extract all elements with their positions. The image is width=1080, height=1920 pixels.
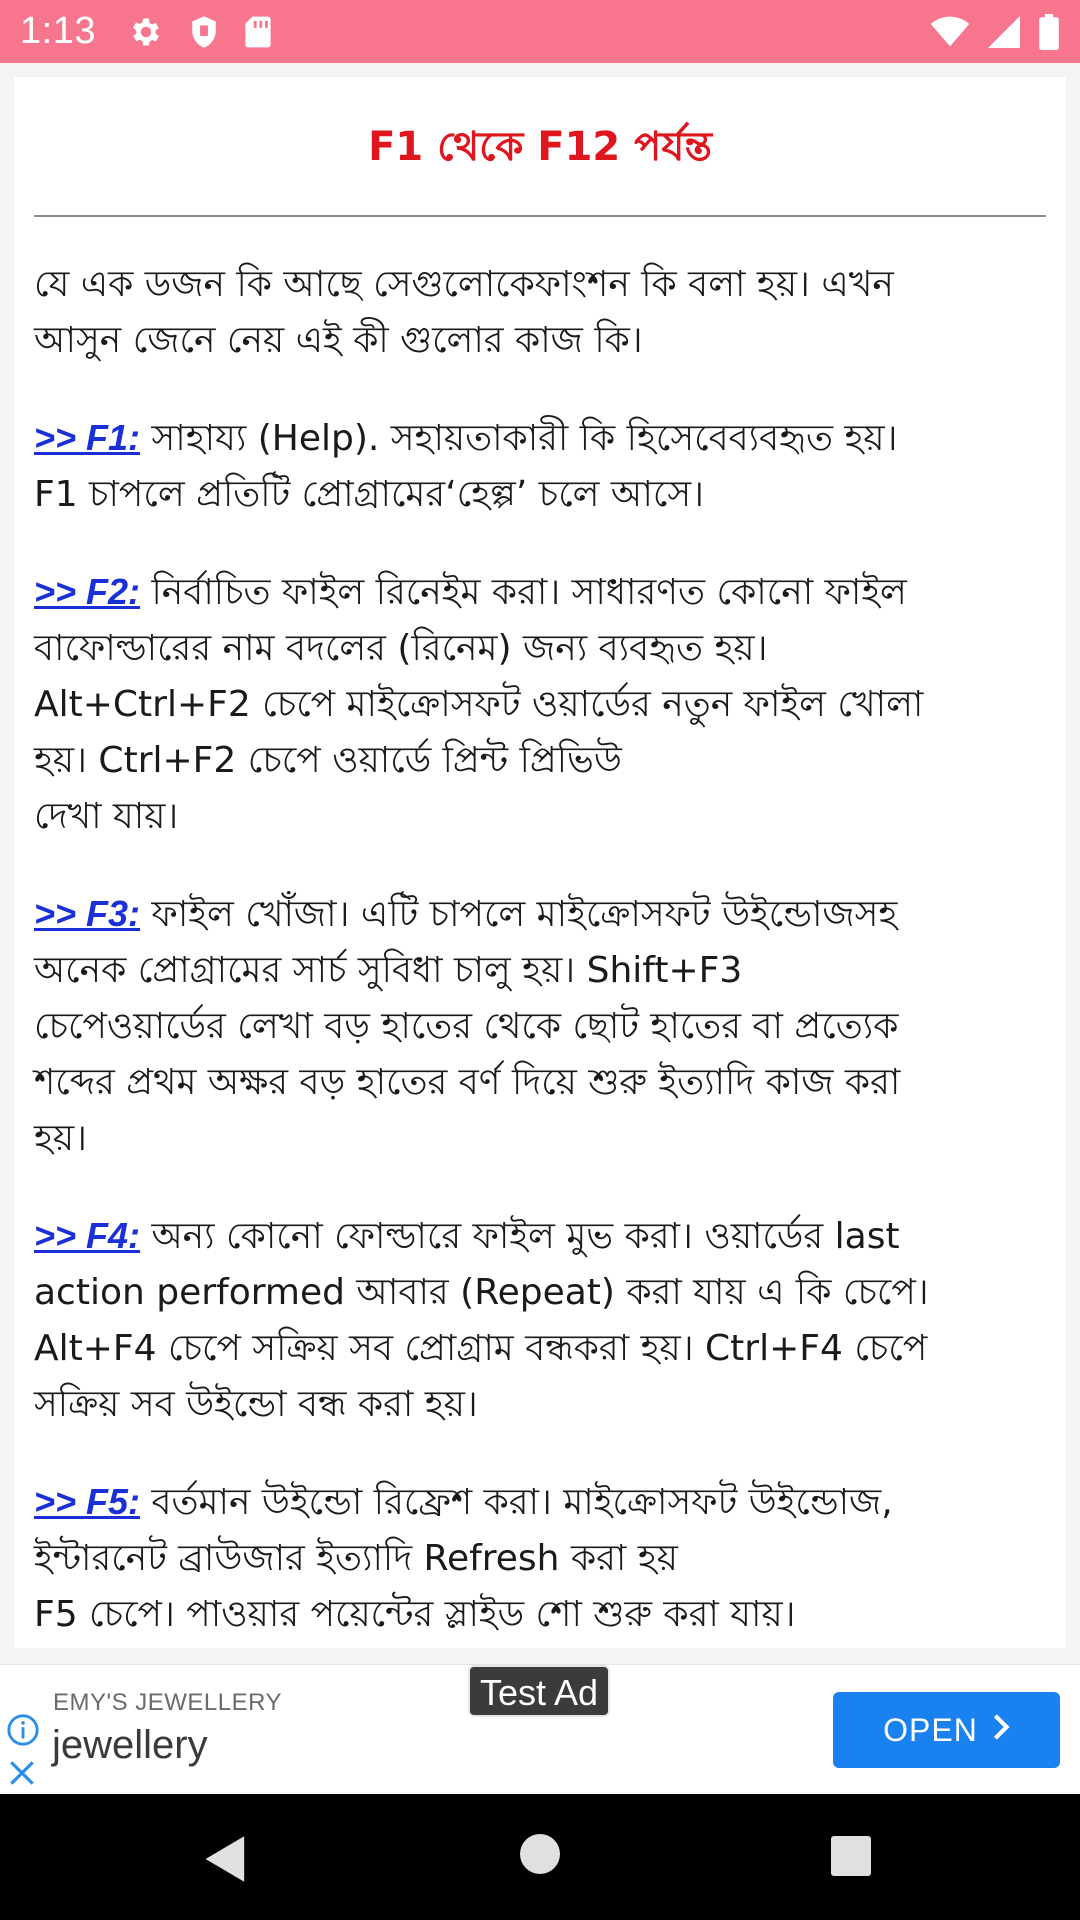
back-icon[interactable] [203,1834,249,1888]
f5-paragraph [34,1474,1049,1643]
content-card [14,77,1066,1648]
text-line: শব্দের প্রথম অক্ষর বড় হাতের বর্ণ দিয়ে শুরু ইত্যাদি কাজ করা [34,1062,901,1103]
text-line: যে এক ডজন কি আছে সেগুলোকেফাংশন কি বলা হয়। এখন [34,264,894,305]
text-line [34,1208,1049,1265]
text-fragment: ফাইল খোঁজা। এটি চাপলে মাইক্রোসফট উইন্ডোজসহ [140,894,898,935]
text-line: সক্রিয় সব উইন্ডো বন্ধ করা হয়। [34,1384,478,1425]
text-line [34,410,1049,467]
status-icons-right [930,14,1060,50]
text-line: F1 চাপলে প্রতিটি প্রোগ্রামের‘হেল্প’ চলে আসে। [34,474,705,515]
ad-info-icon[interactable] [6,1713,40,1751]
text-line [34,886,1049,943]
ad-banner[interactable] [0,1664,1080,1795]
text-line: হয়। [34,1118,87,1159]
chevron-right-icon [992,1712,1010,1749]
article-body[interactable] [34,257,1049,1648]
ad-advertiser: EMY'S JEWELLERY [53,1689,283,1716]
text-line: দেখা যায়। [34,796,179,837]
f2-key-link[interactable]: >> F2: [34,571,141,612]
f3-key-link[interactable]: >> F3: [34,893,141,934]
text-line: চেপেওয়ার্ডের লেখা বড় হাতের থেকে ছোট হাতের বা প্রত্যেক [34,1006,899,1047]
ad-headline[interactable]: jewellery [52,1723,208,1767]
text-fragment: নির্বাচিত ফাইল রিনেইম করা। সাধারণত কোনো ফাইল [140,572,907,613]
f1-paragraph [34,410,1049,523]
f5-key-link[interactable]: >> F5: [34,1481,141,1522]
text-line: অনেক প্রোগ্রামের সার্চ সুবিধা চালু হয়। Shift+F3 [34,950,743,991]
gear-icon [128,14,164,50]
title-divider [34,215,1046,217]
text-line: হয়। Ctrl+F2 চেপে ওয়ার্ডে প্রিন্ট প্রিভিউ [34,740,622,781]
text-line: Alt+F4 চেপে সক্রিয় সব প্রোগ্রাম বন্ধকরা হয়। Ctrl+F4 চেপে [34,1328,928,1369]
home-icon[interactable] [520,1834,560,1878]
text-line: বাফোল্ডারের নাম বদলের (রিনেম) জন্য ব্যবহৃত হয়। [34,628,768,669]
text-fragment: অন্য কোনো ফোল্ডারে ফাইল মুভ করা। ওয়ার্ডের last [140,1216,900,1257]
sd-card-icon [244,15,272,49]
ad-open-label: OPEN [883,1711,978,1748]
text-line [34,1474,1049,1531]
text-fragment: বর্তমান উইন্ডো রিফ্রেশ করা। মাইক্রোসফট উইন্ডোজ, [140,1482,893,1523]
f4-key-link[interactable]: >> F4: [34,1215,141,1256]
ad-open-button[interactable] [833,1692,1060,1768]
ad-test-badge: Test Ad [468,1665,610,1717]
navigation-bar [0,1794,1080,1920]
status-time: 1:13 [20,10,96,52]
status-bar [0,0,1080,63]
f3-paragraph [34,886,1049,1167]
recents-icon[interactable] [831,1836,871,1880]
page-title: F1 থেকে F12 পর্যন্ত [368,124,712,170]
text-line: ইন্টারনেট ব্রাউজার ইত্যাদি Refresh করা হয় [34,1538,678,1579]
f1-key-link[interactable]: >> F1: [34,417,141,458]
wifi-icon [930,16,970,48]
f4-paragraph [34,1208,1049,1433]
text-line: আসুন জেনে নেয় এই কী গুলোর কাজ কি। [34,320,643,361]
text-line: action performed আবার (Repeat) করা যায় এ কি চেপে। [34,1272,929,1313]
text-line: Alt+Ctrl+F2 চেপে মাইক্রোসফট ওয়ার্ডের নতুন ফাইল খোলা [34,684,924,725]
signal-icon [988,16,1020,48]
f2-paragraph [34,564,1049,845]
intro-paragraph [34,257,1049,369]
shield-icon [188,15,220,49]
status-icons-left [128,14,272,50]
battery-icon [1038,14,1060,50]
ad-close-icon[interactable] [6,1757,38,1793]
text-fragment: সাহায্য (Help). সহায়তাকারী কি হিসেবেব্যবহৃত হয়। [140,418,898,459]
text-line: F5 চেপে। পাওয়ার পয়েন্টের স্লাইড শো শুরু করা যায়। [34,1594,796,1635]
text-line [34,564,1049,621]
